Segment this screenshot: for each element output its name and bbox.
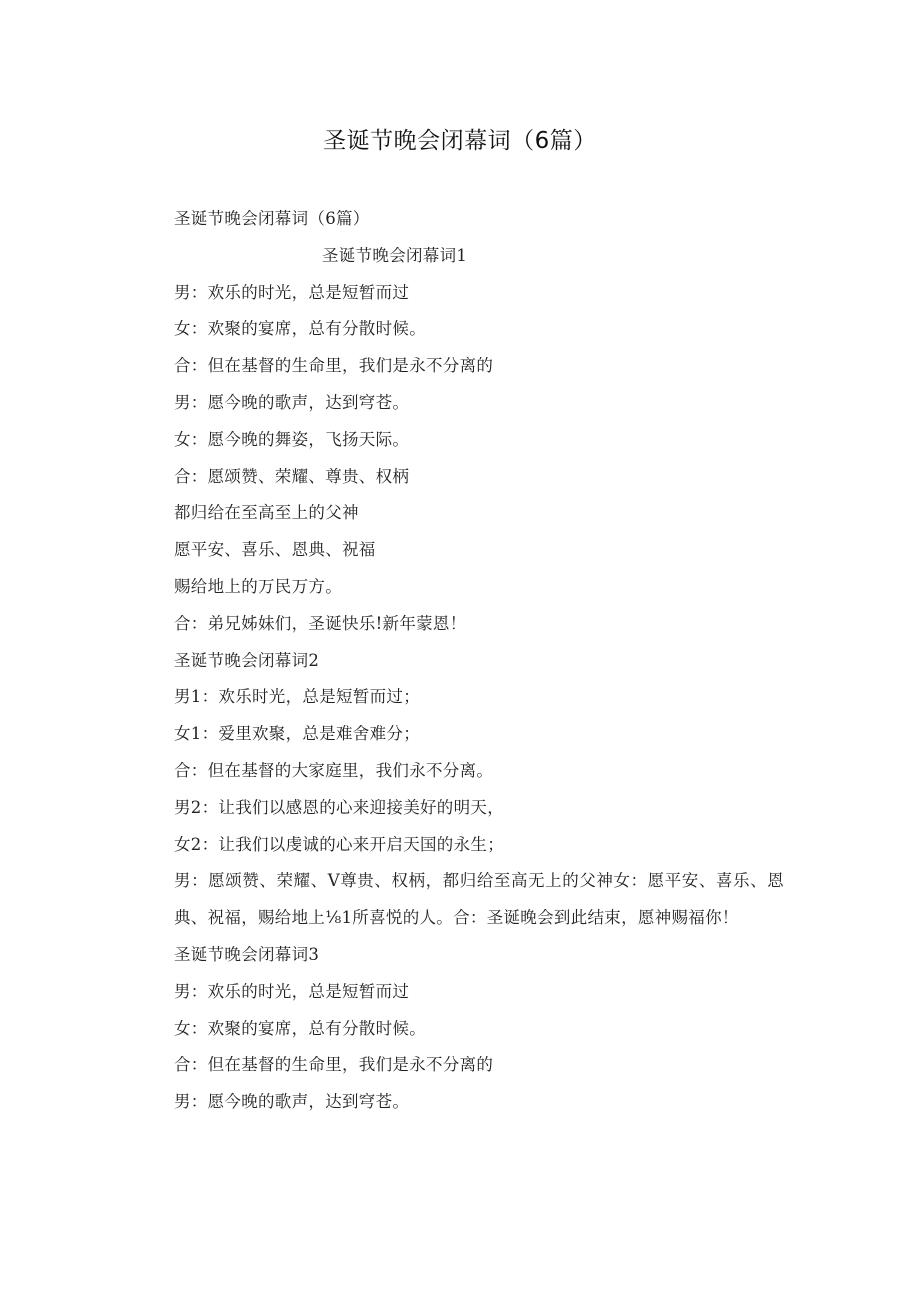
paragraph-line: 女2：让我们以虔诚的心来开启天国的永生；: [174, 834, 504, 854]
paragraph-line: 女：欢聚的宴席，总有分散时候。: [174, 319, 426, 339]
paragraph-line: 合：弟兄姊妹们，圣诞快乐!新年蒙恩！: [174, 613, 467, 633]
paragraph-line: 赐给地上的万民万方。: [174, 576, 342, 596]
paragraph-line: 合：愿颂赞、荣耀、尊贵、权柄: [174, 466, 410, 486]
document-title: 圣诞节晚会闭幕词（6篇）: [323, 128, 597, 154]
paragraph-line: 愿平安、喜乐、恩典、祝福: [174, 540, 376, 560]
paragraph-line: 男：愿今晚的歌声，达到穹苍。: [174, 1092, 410, 1112]
paragraph-line: 男1：欢乐时光，总是短暂而过；: [174, 687, 420, 707]
section-heading-3: 圣诞节晚会闭幕词3: [174, 944, 320, 964]
paragraph-line: 都归给在至高至上的父神: [174, 503, 359, 523]
paragraph-line: 合：但在基督的生命里，我们是永不分离的: [174, 356, 494, 376]
paragraph-line: 女1：爱里欢聚，总是难舍难分；: [174, 724, 420, 744]
paragraph-line: 男2：让我们以感恩的心来迎接美好的明天，: [174, 797, 504, 817]
document-body: [174, 201, 784, 1121]
paragraph-line: 男：愿今晚的歌声，达到穹苍。: [174, 392, 410, 412]
section-heading-1: 圣诞节晚会闭幕词1: [322, 245, 468, 265]
paragraph-line: 女：愿今晚的舞姿，飞扬天际。: [174, 429, 410, 449]
paragraph-block: 男：愿颂赞、荣耀、V尊贵、权柄，都归给至高无上的父神女：愿平安、喜乐、恩典、祝福，赐给地上⅛1所喜悦的人。合：圣诞晚会到此结束，愿神赐福你！: [174, 871, 784, 928]
section-heading-2: 圣诞节晚会闭幕词2: [174, 650, 320, 670]
paragraph-line: 男：欢乐的时光，总是短暂而过: [174, 981, 410, 1001]
paragraph-line: 合：但在基督的生命里，我们是永不分离的: [174, 1055, 494, 1075]
paragraph-line: 男：欢乐的时光，总是短暂而过: [174, 282, 410, 302]
subtitle-line: 圣诞节晚会闭幕词（6篇）: [174, 209, 370, 228]
paragraph-line: 合：但在基督的大家庭里，我们永不分离。: [174, 760, 494, 780]
paragraph-line: 女：欢聚的宴席，总有分散时候。: [174, 1018, 426, 1038]
